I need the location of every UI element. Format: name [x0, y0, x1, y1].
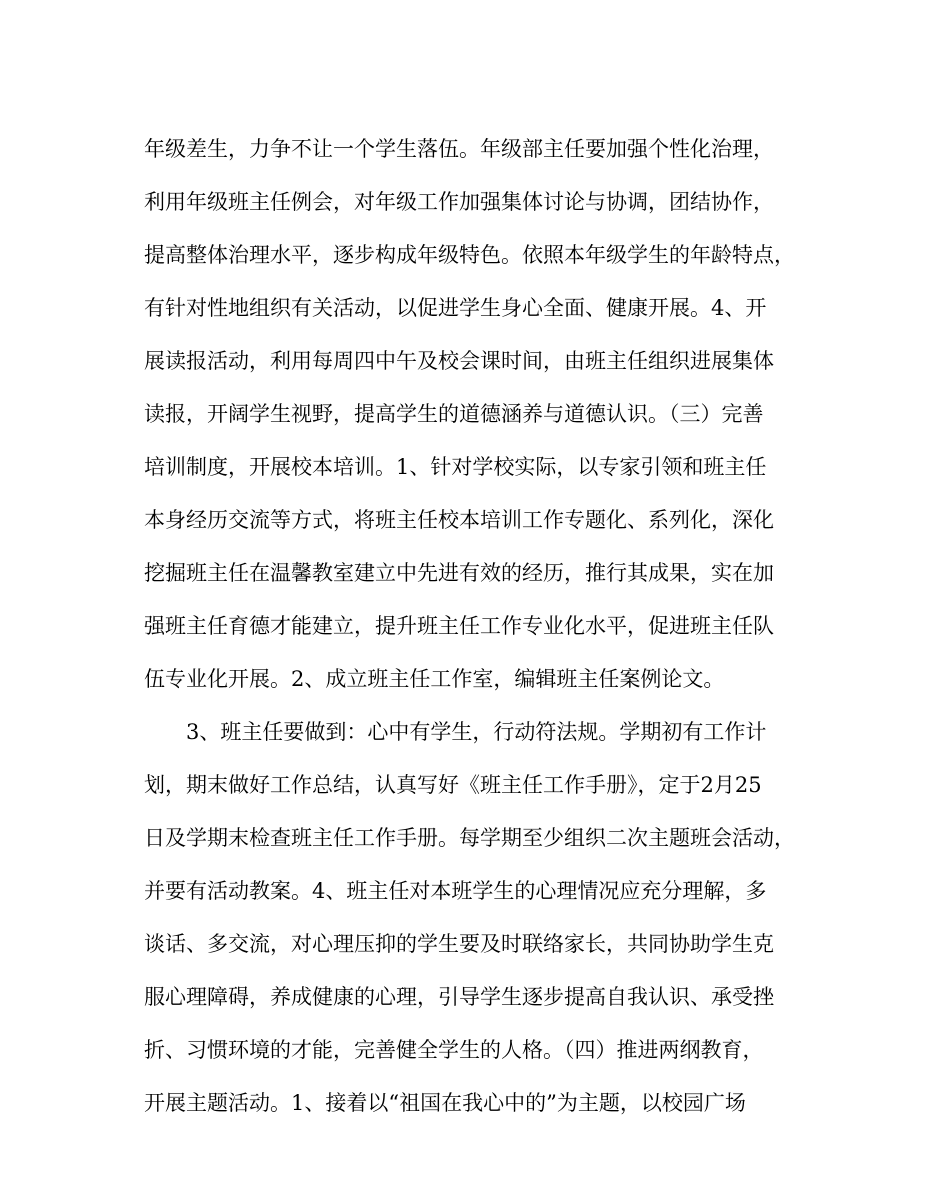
- text-line-17: 服心理障碍，养成健康的心理，引导学生逐步提高自我认识、承受挫: [144, 985, 774, 1009]
- text-line-2: 利用年级班主任例会，对年级工作加强集体讨论与协调，团结协作，: [144, 190, 774, 214]
- text-line-12: 3、班主任要做到：心中有学生，行动符法规。学期初有工作计: [186, 720, 767, 744]
- text-line-14: 日及学期末检查班主任工作手册。每学期至少组织二次主题班会活动，: [144, 826, 795, 850]
- text-line-11: 伍专业化开展。2、成立班主任工作室，编辑班主任案例论文。: [144, 667, 725, 691]
- text-line-10: 强班主任育德才能建立，提升班主任工作专业化水平，促进班主任队: [144, 614, 774, 638]
- text-line-15: 并要有活动教案。4、班主任对本班学生的心理情况应充分理解，多: [144, 879, 767, 903]
- text-line-8: 本身经历交流等方式，将班主任校本培训工作专题化、系列化，深化: [144, 508, 774, 532]
- text-line-9: 挖掘班主任在温馨教室建立中先进有效的经历，推行其成果，实在加: [144, 561, 774, 585]
- text-line-5: 展读报活动，利用每周四中午及校会课时间，由班主任组织进展集体: [144, 349, 774, 373]
- text-line-16: 谈话、多交流，对心理压抑的学生要及时联络家长，共同协助学生克: [144, 932, 774, 956]
- text-line-7: 培训制度，开展校本培训。1、针对学校实际，以专家引领和班主任: [144, 455, 767, 479]
- text-line-6: 读报，开阔学生视野，提高学生的道德涵养与道德认识。（三）完善: [144, 402, 764, 426]
- text-line-4: 有针对性地组织有关活动，以促进学生身心全面、健康开展。4、开: [144, 296, 767, 320]
- text-line-3: 提高整体治理水平，逐步构成年级特色。依照本年级学生的年龄特点，: [144, 243, 795, 267]
- text-line-19: 开展主题活动。1、接着以“祖国在我心中的”为主题，以校园广场: [144, 1091, 746, 1115]
- text-line-13: 划，期末做好工作总结，认真写好《班主任工作手册》，定于2月25: [144, 773, 762, 797]
- text-line-1: 年级差生，力争不让一个学生落伍。年级部主任要加强个性化治理，: [144, 137, 774, 161]
- text-line-18: 折、习惯环境的才能，完善健全学生的人格。（四）推进两纲教育，: [144, 1038, 764, 1062]
